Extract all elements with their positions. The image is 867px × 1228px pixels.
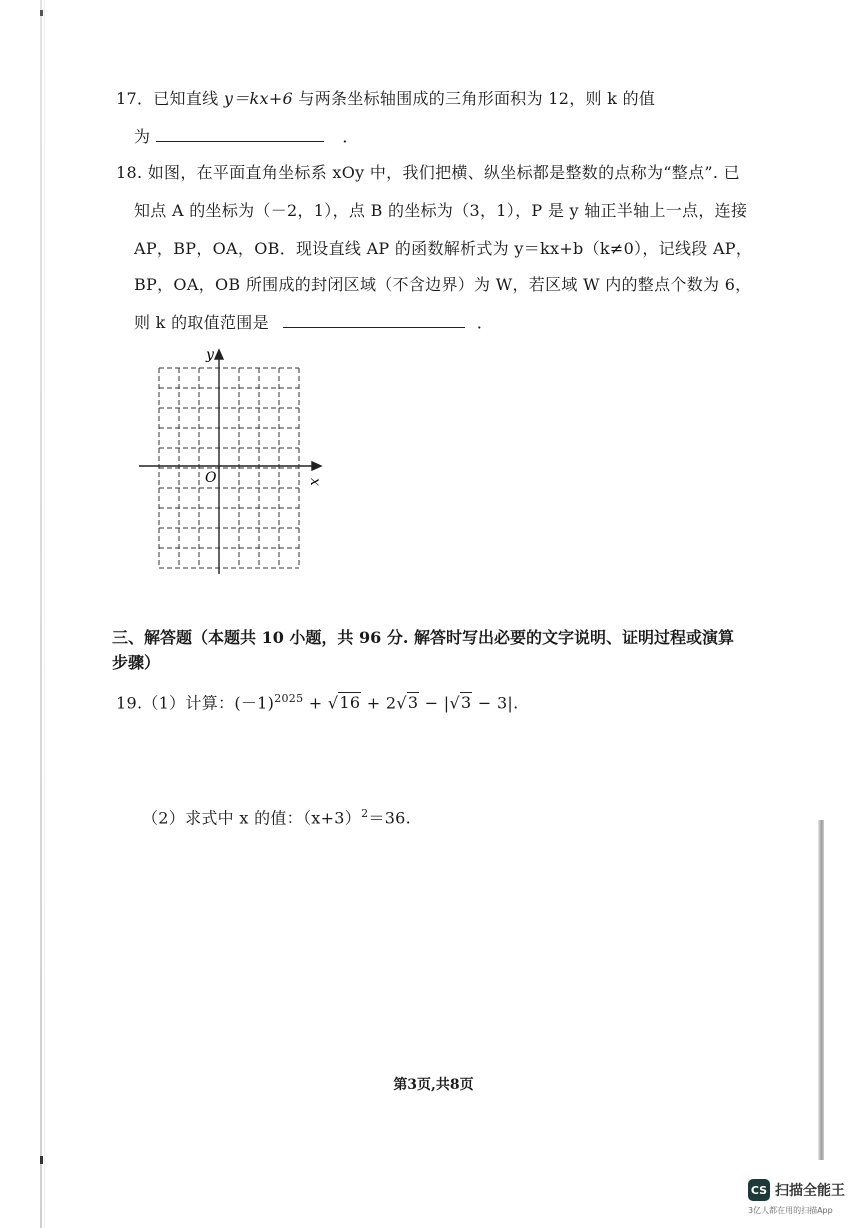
q19-operator3: − | [419, 693, 450, 713]
watermark-subtitle: 3亿人都在用的扫描App [748, 1206, 833, 1215]
q19-part2-exponent: 2 [361, 807, 369, 820]
q17-period: ． [342, 127, 359, 146]
q19-part2-end: ＝36. [368, 808, 412, 828]
q19-sqrt3-abs: 3 [460, 693, 472, 713]
q17-equation: y＝kx+6 [223, 89, 294, 108]
coordinate-grid-figure [135, 346, 325, 581]
question-18-line2: 知点 A 的坐标为（－2，1），点 B 的坐标为（3，1），P 是 y 轴正半轴上一点，连接 [134, 201, 748, 220]
q19-base: (－1) [234, 693, 275, 713]
q18-period: ． [476, 313, 494, 332]
question-18-line1: 18. 如图，在平面直角坐标系 xOy 中，我们把横、纵坐标都是整数的点称为“整点”. 已 [116, 163, 740, 182]
q19-operator2: + 2 [361, 693, 397, 713]
q17-text: 17．已知直线 [116, 89, 224, 108]
scan-edge [40, 0, 42, 1228]
q18-answer-blank[interactable] [283, 313, 465, 328]
question-19-part1: 19.（1）计算：$(-1)^{2025} + √16 + 2√3 - |√3 - 3|$. [116, 692, 519, 713]
question-17-line1 [116, 88, 655, 110]
q19-sqrt3: 3 [407, 693, 419, 713]
question-18-line3: AP，BP，OA，OB．现设直线 AP 的函数解析式为 y＝kx+b（k≠0），记线段 AP， [134, 239, 753, 258]
question-18-line5 [134, 312, 493, 334]
question-17-line2 [134, 126, 359, 148]
page-number-footer: 第3页,共8页 [393, 1077, 474, 1093]
origin-label: O [205, 470, 217, 486]
q17-answer-blank[interactable] [156, 127, 324, 142]
question-19-part2 [142, 803, 411, 829]
q19-part2-text: （2）求式中 x 的值：（x+3） [142, 808, 362, 828]
question-18-line4: BP，OA，OB 所围成的封闭区域（不含边界）为 W，若区域 W 内的整点个数为 6， [134, 275, 752, 294]
dashed-grid [159, 368, 299, 568]
section-3-heading: 三、解答题（本题共 10 小题，共 96 分. 解答时写出必要的文字说明、证明过程或演算 [112, 628, 734, 647]
camscanner-logo-icon: CS [748, 1179, 770, 1201]
scanner-watermark [748, 1179, 845, 1201]
scan-shadow [818, 820, 824, 1160]
q19-tail: − 3|. [472, 693, 519, 713]
scan-mark-bottom [40, 1156, 43, 1164]
q19-sqrt16: 16 [339, 693, 361, 713]
y-axis-label: y [206, 347, 214, 363]
q17-text-cont: 与两条坐标轴围成的三角形面积为 12，则 k 的值 [293, 89, 656, 108]
q18-answer-prefix: 则 k 的取值范围是 [134, 313, 269, 332]
x-axis-label: x [307, 478, 323, 486]
q19-operator: + [303, 693, 328, 713]
section-3-heading-cont: 步骤） [112, 653, 161, 672]
watermark-brand: 扫描全能王 [775, 1183, 845, 1199]
q19-exponent: 2025 [274, 692, 304, 705]
x-axis-arrow [312, 462, 321, 470]
scan-mark-top [40, 10, 43, 16]
q17-answer-prefix: 为 [134, 127, 151, 146]
y-axis-arrow [215, 350, 223, 359]
q19-label: 19.（1）计算： [116, 693, 235, 713]
scan-edge-inner [44, 0, 45, 1228]
